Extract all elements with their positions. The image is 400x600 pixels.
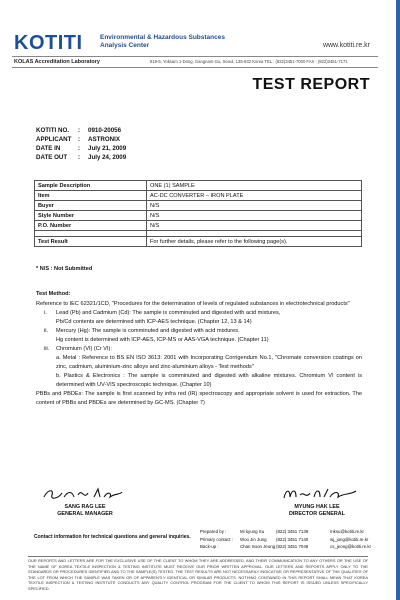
report-title: TEST REPORT (252, 76, 370, 93)
contact-info-label: Contact information for technical questions and general inquiries. (34, 534, 191, 540)
method-item-detail: Pb/Cd contents are determined with ICP-AES technique. (Chapter 12, 13 & 14) (56, 319, 252, 325)
footer-divider (28, 556, 368, 557)
report-meta (36, 126, 126, 162)
chromium-plastics-detail: b. Plastics & Electronics : The sample is comminuted and digested with alkaline mixtures. Chromium VI content is determined with UV-VIS spectroscopic technique. (Chapter 10) (56, 373, 362, 388)
table-row: P.O. Number N/S (35, 221, 362, 231)
signature-sang-rag-lee (40, 485, 126, 503)
table-row: Item AC-DC CONVERTER – IRON PLATE (35, 191, 362, 201)
legal-footer: OUR REPORTS AND LETTERS ARE FOR THE EXCLUSIVE USE OF THE CLIENT TO WHOM THEY ARE ADDRESSED, AND THEIR COMMUNICATION TO ANY OTHERS OR THE USE OF THE NAME OF KOREA TEXTILE INSPECTION & TESTING INSTITUTE MUST RECEIVE OUR PRIOR WRITTEN APPROVAL. OUR LETTERS AND REPORTS APPLY ONLY TO THE STANDARDS OR PROCEDURES IDENTIFIED AND TO THE SAMPLE(S) TESTED. THE TEST RESULTS ARE NOT NECESSARILY INDICATIVE OR REPRESENTATIVE OF THE QUALITIES OF THE LOT FROM WHICH THE SAMPLE WAS TAKEN OR OF APPARENTLY IDENTICAL OR SIMILAR PRODUCTS. NOTHING CONTAINED IN THIS REPORT SHALL MEAN THAT KOREA TEXTILE INSPECTION & TESTING INSTITUTE CONDUCTS ANY QUALITY CONTROL PROGRAM FOR THE CLIENT TO WHOM THIS REPORT IS ISSUED UNLESS SPECIFICALLY SPECIFIED. (28, 558, 368, 591)
chromium-metal-detail: a. Metal : Reference to BS EN ISO 3613: 2001 with Incorporating Corrigendum No.1, "Chromate conversion coatings on zinc, cadmium, aluminium-zinc alloys and zinc-aluminium alloys - Test methods" (56, 355, 362, 370)
method-item-detail: Hg content is determined with ICP-AES, ICP-MS or AAS-VGA technique. (Chapter 11) (56, 337, 269, 343)
pbb-pbde-method: PBBs and PBDEs: The sample is first scanned by infra red (IR) spectroscopy and appropriate solvent is used for extraction. The content of PBBs and PBDEs are determined by GC-MS. (Chapter 7) (36, 391, 362, 406)
contact-row: Prepared by : Mi kyung Su (822) 3451 7139 mksu@kotiti.re.kr (200, 529, 364, 534)
method-item: i. Lead (Pb) and Cadmium (Cd): The sample is comminuted and digested with acid mixtures, (44, 310, 281, 316)
method-item: ii. Mercury (Hg): The sample is comminuted and digested with acid mixtures. (44, 328, 240, 334)
signatory-left: SANG RAG LEE GENERAL MANAGER (57, 504, 113, 517)
meta-row: APPLICANT : ASTRONIX (36, 136, 120, 143)
header-divider-bottom (12, 67, 378, 68)
meta-row: KOTITI NO. : 0910-20056 (36, 127, 122, 134)
method-intro: Reference to IEC 62321/1CD, "Procedures for the determination of levels of regulated substances in electrotechnical products" (36, 301, 350, 307)
not-submitted-note: * N/S : Not Submitted (36, 266, 93, 272)
contact-list (200, 528, 390, 551)
test-method-heading: Test Method: (36, 291, 71, 297)
address-line: 819-5, Yoksam 1-Dong, Gangnam-Gu, Seoul, 135-932 Korea TEL : (822)3451-7000 FAX : (822)3451-7171 (150, 59, 348, 64)
logo-text: KOTITI (14, 32, 83, 54)
header-divider (12, 56, 378, 57)
meta-row: DATE OUT : July 24, 2009 (36, 154, 127, 161)
contact-row: Back-up : Chan Soon Jeong (822) 3451 7048 cs_jeong@kotiti.re.kr (200, 544, 372, 549)
table-row: Style Number N/S (35, 211, 362, 221)
contact-row: Primary contact : Woo Jin Jung (822) 3451 7140 wj_jung@kotiti.re.kr (200, 536, 369, 542)
table-row: Test Result For further details, please refer to the following page(s). (35, 237, 362, 247)
table-row: Sample Description ONE (1) SAMPLE (35, 181, 362, 191)
right-edge-bar (396, 0, 400, 600)
signature-myung-hak-lee (280, 485, 360, 503)
table-row: Buyer N/S (35, 201, 362, 211)
sample-table (34, 180, 362, 247)
accreditation-label: KOLAS Accreditation Laboratory (14, 59, 100, 65)
signatory-right: MYUNG HAK LEE DIRECTOR GENERAL (289, 504, 345, 517)
meta-row: DATE IN : July 21, 2009 (36, 145, 127, 152)
test-method-section (36, 290, 362, 408)
method-item: iii. Chromium (VI) (Cr VI): (44, 346, 112, 352)
website-link[interactable]: www.kotiti.re.kr (322, 42, 370, 49)
organization-name: Environmental & Hazardous Substances Analysis Center (100, 34, 225, 49)
kotiti-logo (14, 34, 83, 52)
